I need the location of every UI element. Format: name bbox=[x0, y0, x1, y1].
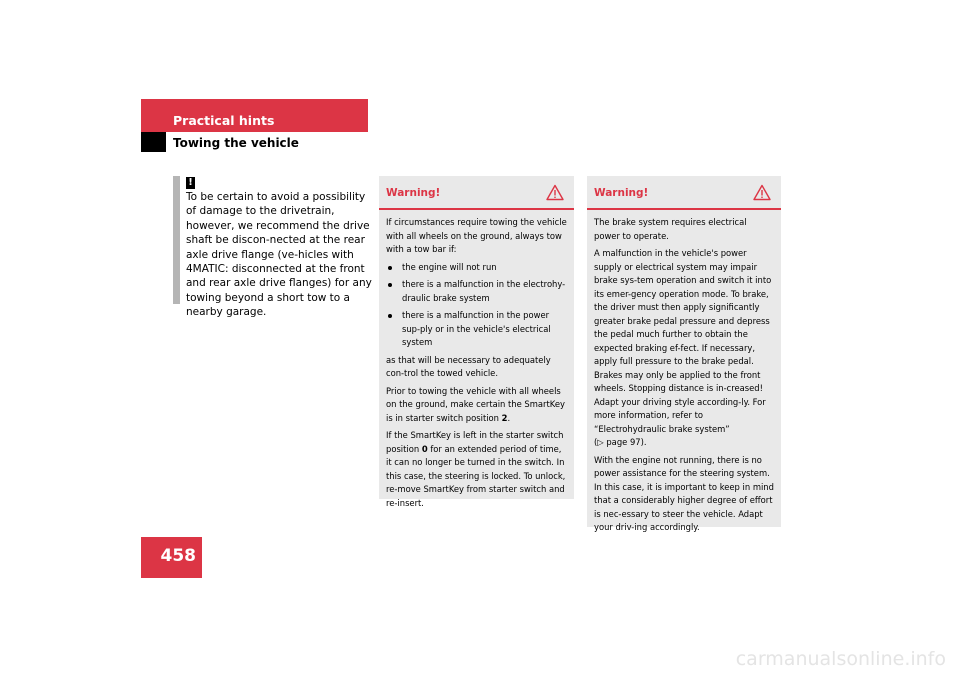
list-item: there is a malfunction in the electrohy-draulic brake system bbox=[386, 278, 568, 305]
paragraph-text: A malfunction in the vehicle's power supply or electrical system may impair brake sys-tem operation and switch it into its emer-gency operation mode. To brake, the driver must then apply significantly greater brake pedal pressure and depress the pedal much further to obtain the expected braking ef-fect. If necessary, apply full pressure to the brake pedal. Brakes may only be applied to the front wheels. Stopping distance is in-creased! Adapt your driving style according-ly. For more information, refer to “Electrohydraulic brake system” bbox=[594, 248, 772, 434]
warning-triangle-icon bbox=[546, 184, 564, 201]
warning-box-towing bbox=[379, 176, 574, 508]
warning-body bbox=[379, 210, 574, 510]
page-number: 458 bbox=[160, 546, 196, 566]
warning-paragraph: The brake system requires electrical power to operate. bbox=[594, 217, 747, 241]
paragraph-text: Prior to towing the vehicle with all wheels on the ground, make certain the SmartKey is in starter switch position bbox=[386, 385, 565, 423]
warning-header bbox=[379, 176, 574, 210]
note-text: To be certain to avoid a possibility of damage to the drivetrain, however, we recommend the drive shaft be discon-nected at the rear axle drive flange (ve-hicles with 4MATIC: disconnected at the front and rear axle drive flanges) for any towing beyond a short tow to a nearby garage. bbox=[186, 191, 372, 319]
list-item: there is a malfunction in the power sup-ply or in the vehicle's electrical system bbox=[386, 309, 568, 350]
warning-title: Warning! bbox=[594, 187, 649, 199]
switch-position-0: 0 bbox=[421, 443, 428, 454]
warning-title: Warning! bbox=[386, 187, 441, 199]
warning-body bbox=[587, 210, 781, 535]
exclamation-icon: ! bbox=[186, 177, 195, 189]
warning-triangle-icon bbox=[753, 184, 771, 201]
paragraph-text: . bbox=[507, 412, 511, 423]
page-reference: (▷ page 97). bbox=[594, 437, 647, 447]
subsection-title: Towing the vehicle bbox=[173, 136, 299, 150]
subsection-marker bbox=[141, 132, 166, 152]
list-item: the engine will not run bbox=[386, 261, 568, 275]
warning-box-brakes bbox=[587, 176, 781, 532]
page-number-box bbox=[141, 537, 202, 578]
watermark: carmanualsonline.info bbox=[735, 648, 946, 670]
note-side-bar bbox=[173, 176, 180, 304]
switch-position-2: 2 bbox=[501, 412, 508, 423]
warning-paragraph: as that will be necessary to adequately con-trol the towed vehicle. bbox=[386, 354, 551, 378]
warning-paragraph: With the engine not running, there is no power assistance for the steering system. In this case, it is important to keep in mind that a considerably higher degree of effort is nec-essary to steer the vehicle. Adapt your driv-ing accordingly. bbox=[594, 454, 774, 532]
warning-paragraph bbox=[594, 247, 775, 450]
section-title: Practical hints bbox=[173, 113, 275, 128]
paragraph-text: If the SmartKey is left in the starter switch position bbox=[386, 430, 564, 454]
paragraph-text: for an extended period of time, it can no longer be turned in the switch. In this case, the steering is locked. To unlock, re-move SmartKey from starter switch and re-insert. bbox=[386, 443, 566, 508]
warning-paragraph bbox=[386, 429, 568, 510]
warning-paragraph bbox=[386, 385, 568, 426]
caution-note bbox=[173, 176, 372, 319]
warning-bullet-list bbox=[386, 261, 568, 350]
warning-header bbox=[587, 176, 781, 210]
warning-intro: If circumstances require towing the vehicle with all wheels on the ground, always tow with a tow bar if: bbox=[386, 217, 567, 254]
